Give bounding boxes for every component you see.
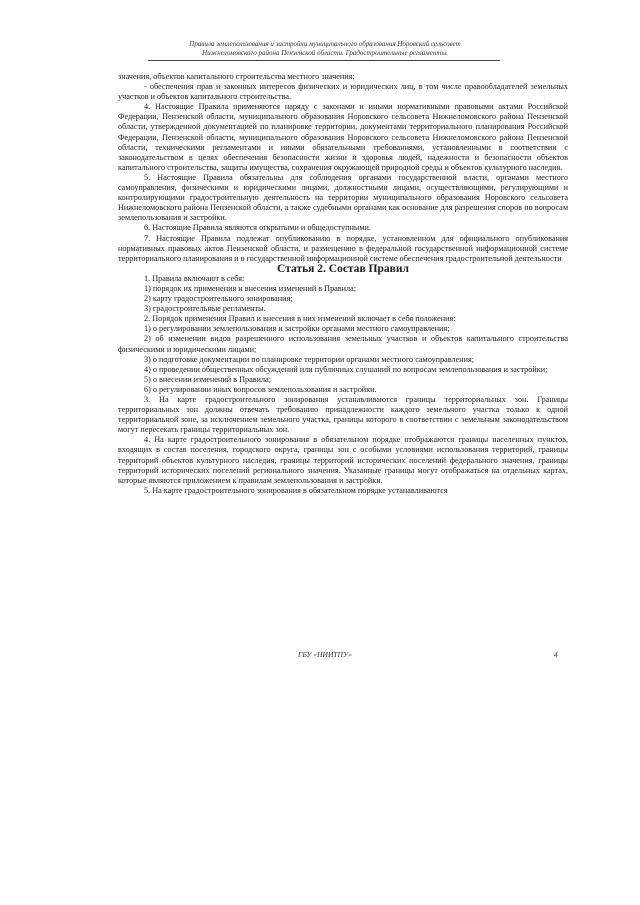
list-item: 3) градостроительные регламенты. [144,304,266,314]
document-body [118,72,568,496]
page-number: 4 [554,650,558,659]
article-paragraph: 3. На карте градостроительного зонирования устанавливаются границы территориальных зон. Границы территориальных зон должны отвечать требованию принадлежности каждого земельного участка только к одной территориальной зоне, за исключением земельного участка, границы которого в соответствии с земельным законодательством могут пересекать границы территориальных зон. [118,395,568,435]
article-paragraph: 2. Порядок применения Правил и внесения в них изменений включает в себя положения: [144,314,456,324]
paragraph: 4. Настоящие Правила применяются наряду с законами и иными нормативными правовыми актами Российской Федерации, Пензенской области, муниципального образования Норовского сельсовета Нижнеломовского района Пензенской области, утвержденной документацией по планировке территории, документами территориального планирования Российской Федерации, Пензенской области, муниципального образования Норовского сельсовета Нижнеломовского района Пензенской области, техническими регламентами и иными обязательными требованиями, установленными в соответствии с законодательством в целях обеспечения безопасности жизни и здоровья людей, надежности и безопасности объектов капитального строительства, защиты имущества, сохранения окружающей природной среды и объектов культурного наследия. [118,102,568,172]
paragraph: - обеспечения прав и законных интересов физических и юридических лиц, в том числе правообладателей земельных участков и объектов капитального строительства. [118,82,568,102]
list-item: 4) о проведении общественных обсуждений или публичных слушаний по вопросам землепользования и застройки; [144,364,548,374]
paragraph: 6. Настоящие Правила являются открытыми и общедоступными. [144,223,371,233]
article-paragraph: 4. На карте градостроительного зонирования в обязательном порядке отображаются границы населенных пунктов, входящих в состав поселения, городского округа, границы зон с особыми условиями использования территорий, границы территорий объектов культурного наследия, границы территорий исторических поселений федерального значения, границы территорий исторических поселений регионального значения. Указанные границы могут отображаться на отдельных картах, которые являются приложением к правилам землепользования и застройки. [118,435,568,485]
header-line-2: Нижнеломовского района Пензенской области. Градостроительные регламенты. [202,49,448,57]
header-line-1: Правила землепользования и застройки муниципального образования Норовский сельсовет [189,40,461,48]
running-header [150,40,500,58]
article-paragraph: 5. На карте градостроительного зонирования в обязательном порядке устанавливаются [144,485,448,495]
list-item: 2) об изменении видов разрешенного использования земельных участков и объектов капитального строительства физическими и юридическими лицами; [118,334,568,354]
list-item: 2) карту градостроительного зонирования; [144,294,293,304]
list-item: 1) о регулировании землепользования и застройки органами местного самоуправления; [144,324,450,334]
list-item: 6) о регулировании иных вопросов землепользования и застройки. [144,384,377,394]
paragraph: значения, объектов капитального строительства местного значения; [118,72,355,81]
header-divider [148,60,500,61]
list-item: 5) о внесении изменений в Правила; [144,374,271,384]
article-heading: Статья 2. Состав Правил [277,262,409,275]
paragraph: 7. Настоящие Правила подлежат опубликованию в порядке, установленном для официального опубликования нормативных правовых актов Пензенской области, и размещению в федеральной государственной информационной системе территориального планирования и в государственной информационной системе обеспечения градостроительной деятельности [118,233,568,263]
article-paragraph: 1. Правила включают в себя: [144,273,245,283]
list-item: 1) порядок их применения и внесения изменений в Правила; [144,283,357,293]
footer-organization: ГБУ «НИИТПУ» [298,650,352,659]
paragraph: 5. Настоящие Правила обязательны для соблюдения органами государственной власти, органами местного самоуправления, физическими и юридическими лицами, должностными лицами, осуществляющими, регулирующими и контролирующими градостроительную деятельность на территории муниципального образования Норовского сельсовета Нижнеломовского района Пензенской области, а также судебными органами как основание для разрешения споров по вопросам землепользования и застройки. [118,172,568,223]
list-item: 3) о подготовке документации по планировке территории органами местного самоуправления; [144,354,475,364]
